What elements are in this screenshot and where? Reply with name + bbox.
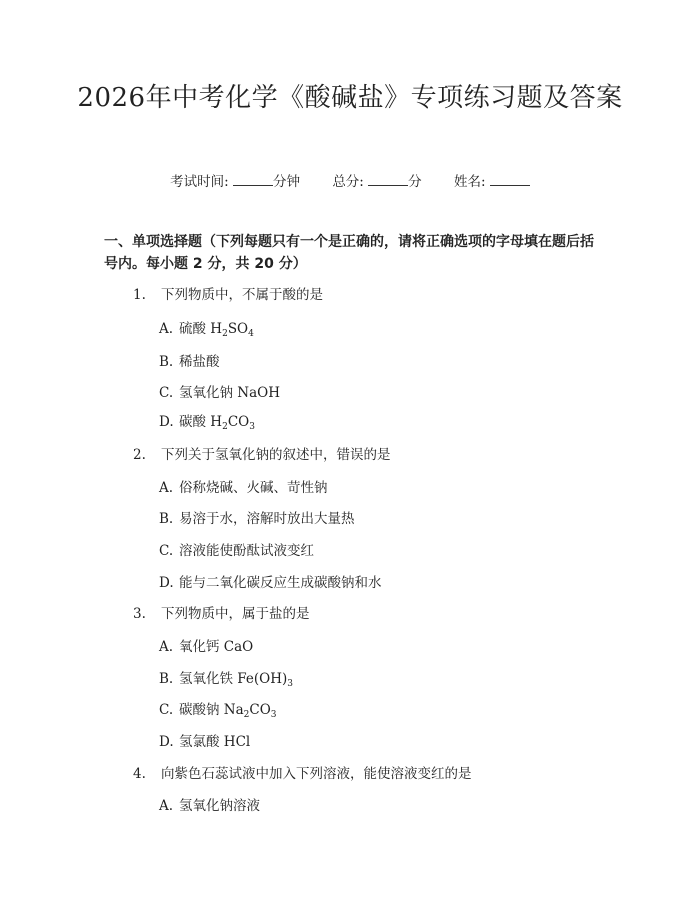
section-heading: 一、单项选择题（下列每题只有一个是正确的，请将正确选项的字母填在题后括号内。每小题 2 分，共 20 分）: [104, 234, 594, 272]
exam-time: [170, 174, 304, 190]
page-title: 2026年中考化学《酸碱盐》专项练习题及答案: [77, 83, 623, 113]
option-text-cont: SO: [227, 321, 249, 337]
q3-option-d: [159, 730, 250, 750]
option-text: 氢氯酸 HCl: [179, 734, 251, 750]
total-score-unit: 分: [408, 174, 422, 190]
option-letter: D.: [159, 734, 174, 750]
option-text: 碳酸钠 Na: [179, 702, 244, 718]
option-letter: B.: [159, 354, 174, 370]
q1-option-b: [159, 350, 220, 370]
q3-option-c: [159, 698, 277, 720]
option-letter: A.: [159, 798, 174, 814]
q3-option-a: [159, 635, 253, 655]
q2-option-a: [159, 476, 328, 496]
q3-option-b: [159, 667, 293, 689]
question-text: 下列物质中，属于盐的是: [161, 606, 310, 622]
option-letter: B.: [159, 671, 174, 687]
total-score-label: 总分:: [332, 174, 364, 190]
q2-option-d: [159, 571, 382, 591]
option-text: 氢氧化铁 Fe(OH): [179, 671, 288, 687]
exam-time-blank: [233, 173, 273, 186]
option-text: 稀盐酸: [179, 354, 220, 370]
subscript: 2: [222, 422, 228, 432]
q1-option-a: [159, 317, 254, 339]
question-3: [133, 602, 310, 622]
total-score-blank: [368, 173, 408, 186]
option-letter: A.: [159, 321, 174, 337]
question-number: 1.: [133, 287, 146, 303]
subscript: 2: [222, 329, 228, 339]
option-text: 氢氧化钠 NaOH: [179, 385, 280, 401]
option-text: 硫酸 H: [179, 321, 223, 337]
exam-time-label: 考试时间:: [170, 174, 229, 190]
question-text: 向紫色石蕊试液中加入下列溶液，能使溶液变红的是: [161, 766, 472, 782]
question-text: 下列物质中，不属于酸的是: [161, 287, 323, 303]
subscript: 3: [249, 422, 255, 432]
option-text: 能与二氧化碳反应生成碳酸钠和水: [179, 575, 382, 591]
option-letter: A.: [159, 639, 174, 655]
subscript: 3: [270, 710, 277, 720]
option-letter: D.: [159, 414, 174, 430]
question-number: 2.: [133, 447, 146, 463]
option-letter: C.: [159, 385, 174, 401]
q1-option-c: [159, 381, 280, 401]
q4-option-a: [159, 794, 260, 814]
option-text: 氧化钙 CaO: [179, 639, 254, 655]
student-name-blank: [490, 173, 530, 186]
total-score: [332, 174, 426, 190]
option-text: 溶液能使酚酞试液变红: [179, 543, 314, 559]
option-text: 碳酸 H: [179, 414, 223, 430]
student-name: [454, 174, 530, 190]
option-letter: B.: [159, 511, 174, 527]
question-4: [133, 762, 472, 782]
option-letter: C.: [159, 702, 174, 718]
option-text: 氢氧化钠溶液: [179, 798, 260, 814]
option-letter: A.: [159, 480, 174, 496]
subscript: 4: [248, 329, 254, 339]
question-1: [133, 283, 323, 303]
exam-time-unit: 分钟: [273, 174, 301, 190]
subscript: 3: [287, 679, 294, 689]
q2-option-b: [159, 507, 355, 527]
subscript: 2: [243, 710, 250, 720]
option-letter: D.: [159, 575, 174, 591]
option-text-cont: CO: [227, 414, 250, 430]
question-number: 4.: [133, 766, 146, 782]
option-letter: C.: [159, 543, 174, 559]
question-text: 下列关于氢氧化钠的叙述中，错误的是: [161, 447, 391, 463]
q2-option-c: [159, 539, 314, 559]
student-name-label: 姓名:: [453, 174, 486, 190]
q1-option-d: [159, 410, 255, 432]
exam-info-line: [0, 170, 700, 190]
question-2: [133, 443, 391, 463]
question-number: 3.: [133, 606, 146, 622]
option-text: 易溶于水，溶解时放出大量热: [179, 511, 355, 527]
option-text: 俗称烧碱、火碱、苛性钠: [179, 480, 328, 496]
option-text-cont: CO: [249, 702, 271, 718]
